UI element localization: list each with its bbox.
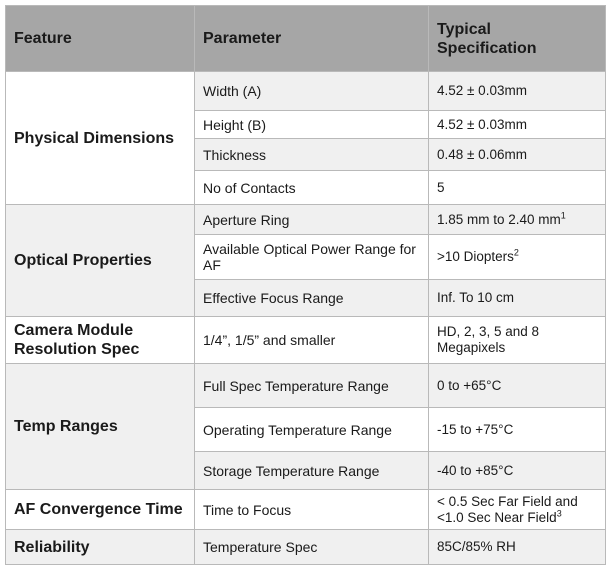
table-row [6,490,606,530]
value-cell [429,490,606,530]
parameter-cell: Operating Temperature Range [195,408,429,452]
parameter-cell: Storage Temperature Range [195,452,429,490]
footnote-marker: 3 [556,508,562,518]
value-cell: -15 to +75°C [429,408,606,452]
header-typical-specification: Typical Specification [429,6,606,72]
parameter-cell: Available Optical Power Range for AF [195,235,429,280]
feature-physical-dimensions: Physical Dimensions [6,72,195,205]
value-cell: Inf. To 10 cm [429,280,606,317]
value-cell: -40 to +85°C [429,452,606,490]
table-row [6,72,606,111]
footnote-marker: 1 [560,210,566,220]
table-row [6,364,606,408]
feature-af-convergence-time: AF Convergence Time [6,490,195,530]
table-row [6,317,606,364]
parameter-cell: Width (A) [195,72,429,111]
value-text: >10 Diopters [437,249,514,264]
value-cell: 4.52 ± 0.03mm [429,111,606,139]
value-cell [429,235,606,280]
feature-reliability: Reliability [6,530,195,565]
parameter-cell: Effective Focus Range [195,280,429,317]
header-row [6,6,606,72]
value-cell: 0.48 ± 0.06mm [429,139,606,171]
header-feature: Feature [6,6,195,72]
header-parameter: Parameter [195,6,429,72]
table-row [6,205,606,235]
parameter-cell: Full Spec Temperature Range [195,364,429,408]
parameter-cell: Aperture Ring [195,205,429,235]
feature-camera-module-resolution-spec: Camera Module Resolution Spec [6,317,195,364]
value-cell: HD, 2, 3, 5 and 8 Megapixels [429,317,606,364]
value-text: <1.0 Sec Near Field [437,509,557,525]
table-row [6,530,606,565]
feature-temp-ranges: Temp Ranges [6,364,195,490]
footnote-marker: 2 [513,247,519,258]
value-cell: 5 [429,171,606,205]
value-text: 1.85 mm to 2.40 mm [437,211,561,227]
parameter-cell: 1/4”, 1/5” and smaller [195,317,429,364]
parameter-cell: Height (B) [195,111,429,139]
parameter-cell: Thickness [195,139,429,171]
value-cell: 0 to +65°C [429,364,606,408]
feature-optical-properties: Optical Properties [6,205,195,317]
parameter-cell: Temperature Spec [195,530,429,565]
value-line [437,510,597,526]
specification-table [5,5,606,565]
value-cell: 4.52 ± 0.03mm [429,72,606,111]
parameter-cell: No of Contacts [195,171,429,205]
value-cell: 85C/85% RH [429,530,606,565]
value-cell [429,205,606,235]
value-line: < 0.5 Sec Far Field and [437,493,578,509]
parameter-cell: Time to Focus [195,490,429,530]
